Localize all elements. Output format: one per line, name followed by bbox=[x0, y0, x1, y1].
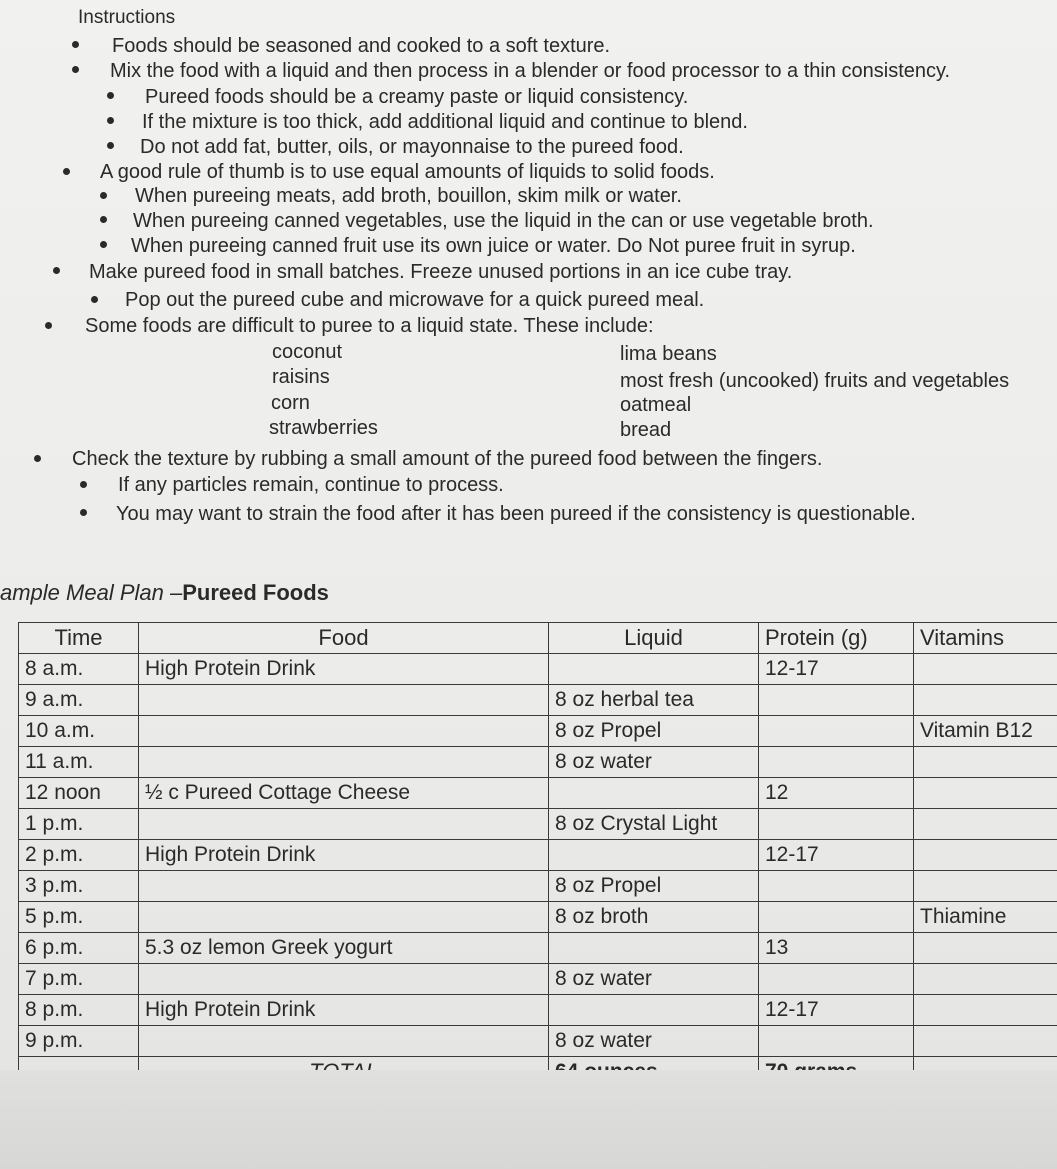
protein-cell: 13 bbox=[759, 933, 914, 964]
instruction-line: If any particles remain, continue to process. bbox=[118, 474, 504, 496]
time-cell: 11 a.m. bbox=[19, 747, 139, 778]
food-cell: ½ c Pureed Cottage Cheese bbox=[139, 778, 549, 809]
liquid-cell: 8 oz Propel bbox=[549, 716, 759, 747]
instruction-line: Pop out the pureed cube and microwave for a quick pureed meal. bbox=[125, 289, 705, 311]
difficult-food-item: oatmeal bbox=[620, 394, 692, 416]
time-cell: 5 p.m. bbox=[19, 902, 139, 933]
food-cell bbox=[139, 685, 549, 716]
instruction-line: Some foods are difficult to puree to a liquid state. These include: bbox=[85, 315, 654, 337]
time-cell: 1 p.m. bbox=[19, 809, 139, 840]
bullet bbox=[45, 322, 52, 329]
table-row bbox=[19, 933, 1057, 964]
difficult-food-item: corn bbox=[271, 392, 310, 414]
time-cell: 7 p.m. bbox=[19, 964, 139, 995]
column-header-vitamins: Vitamins bbox=[914, 623, 1057, 654]
instruction-line: You may want to strain the food after it has been pureed if the consistency is questionable. bbox=[116, 503, 916, 525]
protein-cell bbox=[759, 902, 914, 933]
liquid-cell: 8 oz herbal tea bbox=[549, 685, 759, 716]
bullet bbox=[107, 142, 114, 149]
table-row bbox=[19, 902, 1057, 933]
meal-plan-title bbox=[0, 580, 329, 606]
protein-cell bbox=[759, 716, 914, 747]
vitamins-cell bbox=[914, 778, 1057, 809]
vitamins-cell bbox=[914, 995, 1057, 1026]
bullet bbox=[72, 41, 79, 48]
protein-cell bbox=[759, 964, 914, 995]
instruction-line: Pureed foods should be a creamy paste or liquid consistency. bbox=[145, 86, 689, 108]
table-row bbox=[19, 840, 1057, 871]
instructions-heading: Instructions bbox=[78, 7, 176, 28]
liquid-cell: 8 oz water bbox=[549, 964, 759, 995]
liquid-cell: 8 oz water bbox=[549, 747, 759, 778]
time-cell: 12 noon bbox=[19, 778, 139, 809]
food-cell: High Protein Drink bbox=[139, 995, 549, 1026]
food-cell bbox=[139, 902, 549, 933]
time-cell: 9 a.m. bbox=[19, 685, 139, 716]
protein-cell: 12-17 bbox=[759, 995, 914, 1026]
protein-cell bbox=[759, 1026, 914, 1057]
table-row bbox=[19, 778, 1057, 809]
bullet bbox=[80, 509, 87, 516]
instruction-line: Make pureed food in small batches. Freeze unused portions in an ice cube tray. bbox=[89, 261, 793, 283]
vitamins-cell bbox=[914, 964, 1057, 995]
liquid-cell: 8 oz Crystal Light bbox=[549, 809, 759, 840]
vitamins-cell: Thiamine bbox=[914, 902, 1057, 933]
bullet bbox=[100, 216, 107, 223]
table-row bbox=[19, 1026, 1057, 1057]
meal-plan-table bbox=[18, 622, 1057, 1088]
table-row bbox=[19, 995, 1057, 1026]
food-cell bbox=[139, 809, 549, 840]
table-row bbox=[19, 654, 1057, 685]
liquid-cell bbox=[549, 654, 759, 685]
page-bottom-shadow bbox=[0, 1070, 1057, 1169]
food-cell bbox=[139, 964, 549, 995]
time-cell: 3 p.m. bbox=[19, 871, 139, 902]
food-cell bbox=[139, 1026, 549, 1057]
column-header-food: Food bbox=[139, 623, 549, 654]
time-cell: 8 p.m. bbox=[19, 995, 139, 1026]
vitamins-cell bbox=[914, 747, 1057, 778]
food-cell: 5.3 oz lemon Greek yogurt bbox=[139, 933, 549, 964]
vitamins-cell bbox=[914, 654, 1057, 685]
food-cell bbox=[139, 716, 549, 747]
protein-cell bbox=[759, 871, 914, 902]
food-cell: High Protein Drink bbox=[139, 654, 549, 685]
liquid-cell bbox=[549, 933, 759, 964]
table-row bbox=[19, 685, 1057, 716]
table-header-row bbox=[19, 623, 1057, 654]
bullet bbox=[53, 267, 60, 274]
difficult-food-item: most fresh (uncooked) fruits and vegetables bbox=[620, 370, 1010, 392]
difficult-food-item: strawberries bbox=[269, 417, 378, 439]
liquid-cell: 8 oz Propel bbox=[549, 871, 759, 902]
vitamins-cell bbox=[914, 1026, 1057, 1057]
difficult-food-item: raisins bbox=[272, 366, 330, 388]
vitamins-cell bbox=[914, 685, 1057, 716]
liquid-cell: 8 oz broth bbox=[549, 902, 759, 933]
protein-cell bbox=[759, 809, 914, 840]
instruction-line: Foods should be seasoned and cooked to a soft texture. bbox=[112, 35, 611, 57]
protein-cell bbox=[759, 685, 914, 716]
column-header-liquid: Liquid bbox=[549, 623, 759, 654]
table-row bbox=[19, 716, 1057, 747]
time-cell: 2 p.m. bbox=[19, 840, 139, 871]
table-row bbox=[19, 809, 1057, 840]
vitamins-cell bbox=[914, 840, 1057, 871]
column-header-protein: Protein (g) bbox=[759, 623, 914, 654]
vitamins-cell bbox=[914, 933, 1057, 964]
instruction-line: Do not add fat, butter, oils, or mayonnaise to the pureed food. bbox=[140, 136, 684, 158]
time-cell: 8 a.m. bbox=[19, 654, 139, 685]
bullet bbox=[107, 117, 114, 124]
food-cell bbox=[139, 747, 549, 778]
bullet bbox=[63, 168, 70, 175]
food-cell: High Protein Drink bbox=[139, 840, 549, 871]
column-header-time: Time bbox=[19, 623, 139, 654]
protein-cell: 12-17 bbox=[759, 840, 914, 871]
bullet bbox=[72, 66, 79, 73]
vitamins-cell: Vitamin B12 bbox=[914, 716, 1057, 747]
liquid-cell bbox=[549, 995, 759, 1026]
bullet bbox=[100, 192, 107, 199]
bullet bbox=[34, 455, 41, 462]
difficult-food-item: coconut bbox=[272, 341, 343, 363]
table-row bbox=[19, 964, 1057, 995]
bullet bbox=[100, 241, 107, 248]
liquid-cell: 8 oz water bbox=[549, 1026, 759, 1057]
time-cell: 6 p.m. bbox=[19, 933, 139, 964]
bullet bbox=[107, 92, 114, 99]
liquid-cell bbox=[549, 778, 759, 809]
protein-cell bbox=[759, 747, 914, 778]
instruction-line: Check the texture by rubbing a small amount of the pureed food between the fingers. bbox=[72, 448, 823, 470]
table-row bbox=[19, 871, 1057, 902]
instruction-line: When pureeing canned fruit use its own juice or water. Do Not puree fruit in syrup. bbox=[131, 235, 856, 257]
bullet bbox=[91, 296, 98, 303]
table-row bbox=[19, 747, 1057, 778]
meal-plan-title-part1: ample Meal Plan – bbox=[0, 580, 183, 605]
time-cell: 9 p.m. bbox=[19, 1026, 139, 1057]
instruction-line: When pureeing canned vegetables, use the liquid in the can or use vegetable broth. bbox=[133, 210, 874, 232]
instruction-line: A good rule of thumb is to use equal amounts of liquids to solid foods. bbox=[100, 161, 715, 183]
protein-cell: 12 bbox=[759, 778, 914, 809]
bullet bbox=[80, 481, 87, 488]
instruction-line: When pureeing meats, add broth, bouillon, skim milk or water. bbox=[135, 185, 682, 207]
instruction-line: Mix the food with a liquid and then process in a blender or food processor to a thin consistency. bbox=[110, 60, 951, 82]
protein-cell: 12-17 bbox=[759, 654, 914, 685]
meal-plan-title-part2: Pureed Foods bbox=[182, 580, 329, 605]
difficult-food-item: bread bbox=[620, 419, 672, 441]
time-cell: 10 a.m. bbox=[19, 716, 139, 747]
food-cell bbox=[139, 871, 549, 902]
vitamins-cell bbox=[914, 809, 1057, 840]
vitamins-cell bbox=[914, 871, 1057, 902]
liquid-cell bbox=[549, 840, 759, 871]
difficult-food-item: lima beans bbox=[620, 343, 717, 365]
instruction-line: If the mixture is too thick, add additional liquid and continue to blend. bbox=[142, 111, 748, 133]
